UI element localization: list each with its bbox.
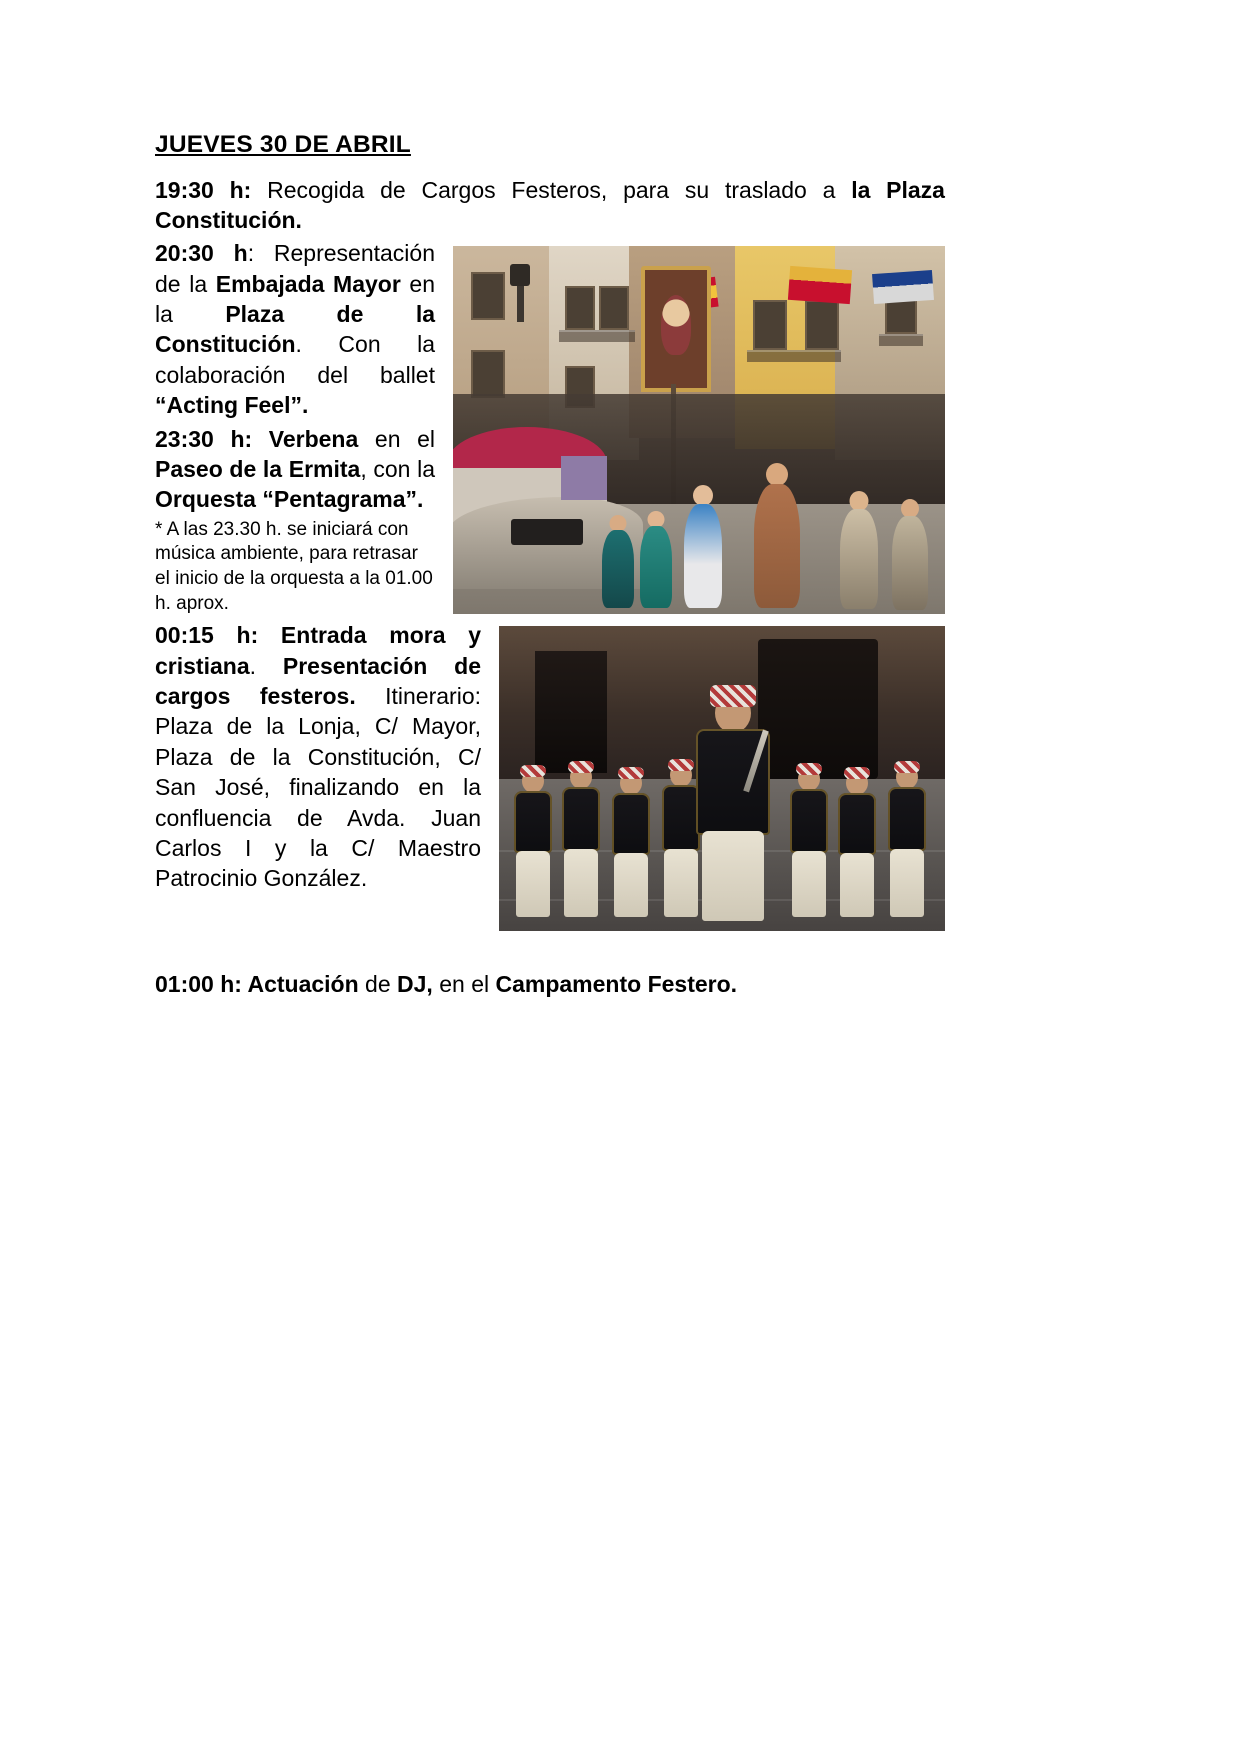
- entry-2030-bold-2: Plaza de la Constitución: [155, 301, 435, 358]
- entry-1930-time: 19:30 h:: [155, 176, 252, 203]
- entry-0100-bold-1: DJ,: [397, 971, 433, 998]
- entry-2330-text-2: , con la: [360, 455, 436, 482]
- document-body: [155, 130, 945, 1003]
- entry-0015-time: 00:15 h: Entrada mora y cristiana: [155, 622, 481, 679]
- entry-2330-bold-3: Orquesta “Pentagrama”.: [155, 486, 424, 513]
- entry-2330-note: * A las 23.30 h. se iniciará con música ambiente, para retrasar el inicio de la orquesta a la 01.00 h. aprox.: [155, 518, 433, 614]
- entry-1930: [155, 175, 945, 236]
- entry-0100: [155, 969, 945, 999]
- entry-0015-text-1: .: [249, 652, 283, 679]
- moorish-troop-dancers-photo: [499, 626, 945, 931]
- entry-2330: [155, 424, 438, 515]
- entry-0015-text-2: Itinerario: Plaza de la Lonja, C/ Mayor, Plaza de la Constitución, C/ San José, finalizando en la confluencia de Avda. Juan Carlos I y la C/ Maestro Patrocinio González.: [155, 683, 481, 892]
- entry-0100-time: 01:00 h: Actuación: [155, 971, 359, 998]
- entry-2330-bold-1: Verbena: [252, 425, 359, 452]
- entry-2330-time: 23:30 h:: [155, 425, 253, 452]
- procession-with-religious-banner-photo: [453, 246, 945, 614]
- entry-1930-bold: la Plaza Constitución.: [155, 176, 945, 233]
- photo-1-illustration: [453, 246, 945, 614]
- entry-2330-text-1: en el: [358, 425, 435, 452]
- entry-2030-bold-1: Embajada Mayor: [215, 270, 401, 297]
- photo-2-illustration: [499, 626, 945, 931]
- entry-2030: [155, 238, 438, 420]
- entry-0015: [155, 620, 481, 893]
- entry-0100-text-1: de: [358, 971, 398, 998]
- page-title: JUEVES 30 DE ABRIL: [155, 131, 411, 158]
- entry-2030-time: 20:30 h: [155, 240, 248, 267]
- entry-0100-bold-2: Campamento Festero.: [495, 971, 738, 998]
- entry-1930-text: Recogida de Cargos Festeros, para su traslado a: [251, 176, 852, 203]
- entry-2030-text-1: : Representación de la: [155, 240, 435, 297]
- entry-0100-text-2: en el: [432, 971, 496, 998]
- entry-2030-bold-3: “Acting Feel”.: [155, 392, 309, 419]
- entry-0015-bold-1: Presentación de cargos festeros.: [155, 652, 481, 710]
- entry-2030-text-3: . Con la colaboración del ballet: [155, 331, 435, 388]
- entry-2030-text-2: en la: [155, 270, 435, 328]
- entry-2330-bold-2: Paseo de la Ermita: [155, 455, 361, 482]
